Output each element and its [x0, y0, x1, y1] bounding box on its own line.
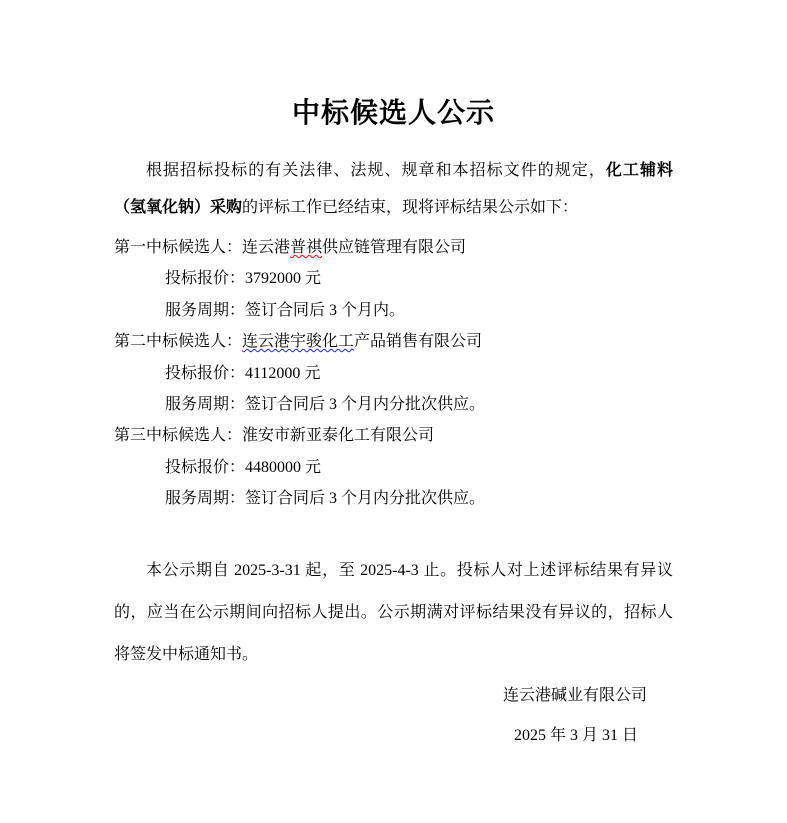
candidate-rank-label: 第三中标候选人：	[114, 427, 243, 445]
intro-paragraph	[114, 152, 673, 226]
candidate-period-line	[114, 483, 673, 514]
candidate-company-name-spellcheck-marked: 普祺	[290, 239, 323, 256]
candidate-price-line	[114, 452, 673, 483]
candidate-name-line	[114, 420, 673, 451]
period-label: 服务周期：	[165, 301, 246, 319]
period-label: 服务周期：	[165, 490, 246, 508]
intro-text-after: 的评标工作已经结束，现将评标结果公示如下：	[242, 199, 579, 216]
candidate-company-name-part: 连云港	[242, 239, 291, 256]
price-value: 4480000 元	[245, 458, 322, 476]
candidate-company-name-part: 淮安市新亚泰化工有限公司	[242, 427, 435, 445]
price-label: 投标报价：	[165, 270, 246, 288]
price-label: 投标报价：	[165, 364, 246, 382]
price-value: 3792000 元	[245, 270, 322, 288]
candidate-company-name-part: 产品销售有限公司	[354, 333, 483, 351]
signature-date: 2025 年 3 月 31 日	[513, 726, 638, 744]
candidate-block-second	[114, 326, 673, 420]
period-label: 服务周期：	[165, 396, 246, 414]
period-value: 签订合同后 3 个月内。	[245, 301, 406, 319]
period-value: 签订合同后 3 个月内分批次供应。	[245, 396, 486, 414]
candidates-section	[114, 232, 673, 515]
intro-text-before: 根据招标投标的有关法律、法规、规章和本招标文件的规定，	[146, 162, 606, 179]
intro-subject-bold: 化工辅料（氢氧化钠）采购	[114, 162, 673, 216]
candidate-period-line	[114, 389, 673, 420]
candidate-name-line	[114, 232, 673, 263]
candidate-rank-label: 第一中标候选人：	[114, 239, 243, 256]
document-title: 中标候选人公示	[291, 98, 495, 129]
period-value: 签订合同后 3 个月内分批次供应。	[245, 490, 486, 508]
candidate-period-line	[114, 295, 673, 326]
closing-paragraph: 本公示期自 2025-3-31 起，至 2025-4-3 止。投标人对上述评标结果有异议的，应当在公示期间向招标人提出。公示期满对评标结果没有异议的，招标人将签发中标通知书。	[114, 561, 673, 663]
price-label: 投标报价：	[165, 458, 246, 476]
candidate-name-line	[114, 326, 673, 357]
candidate-price-line	[114, 263, 673, 294]
signature-company: 连云港碱业有限公司	[502, 686, 647, 704]
candidate-block-third	[114, 420, 673, 514]
candidate-company-name-part: 供应链管理有限公司	[322, 239, 467, 256]
candidate-block-first	[114, 232, 673, 326]
candidate-rank-label: 第二中标候选人：	[114, 333, 243, 351]
price-value: 4112000 元	[245, 364, 321, 382]
candidate-company-name-grammar-marked: 连云港宇骏化工	[242, 333, 355, 351]
candidate-price-line	[114, 358, 673, 389]
